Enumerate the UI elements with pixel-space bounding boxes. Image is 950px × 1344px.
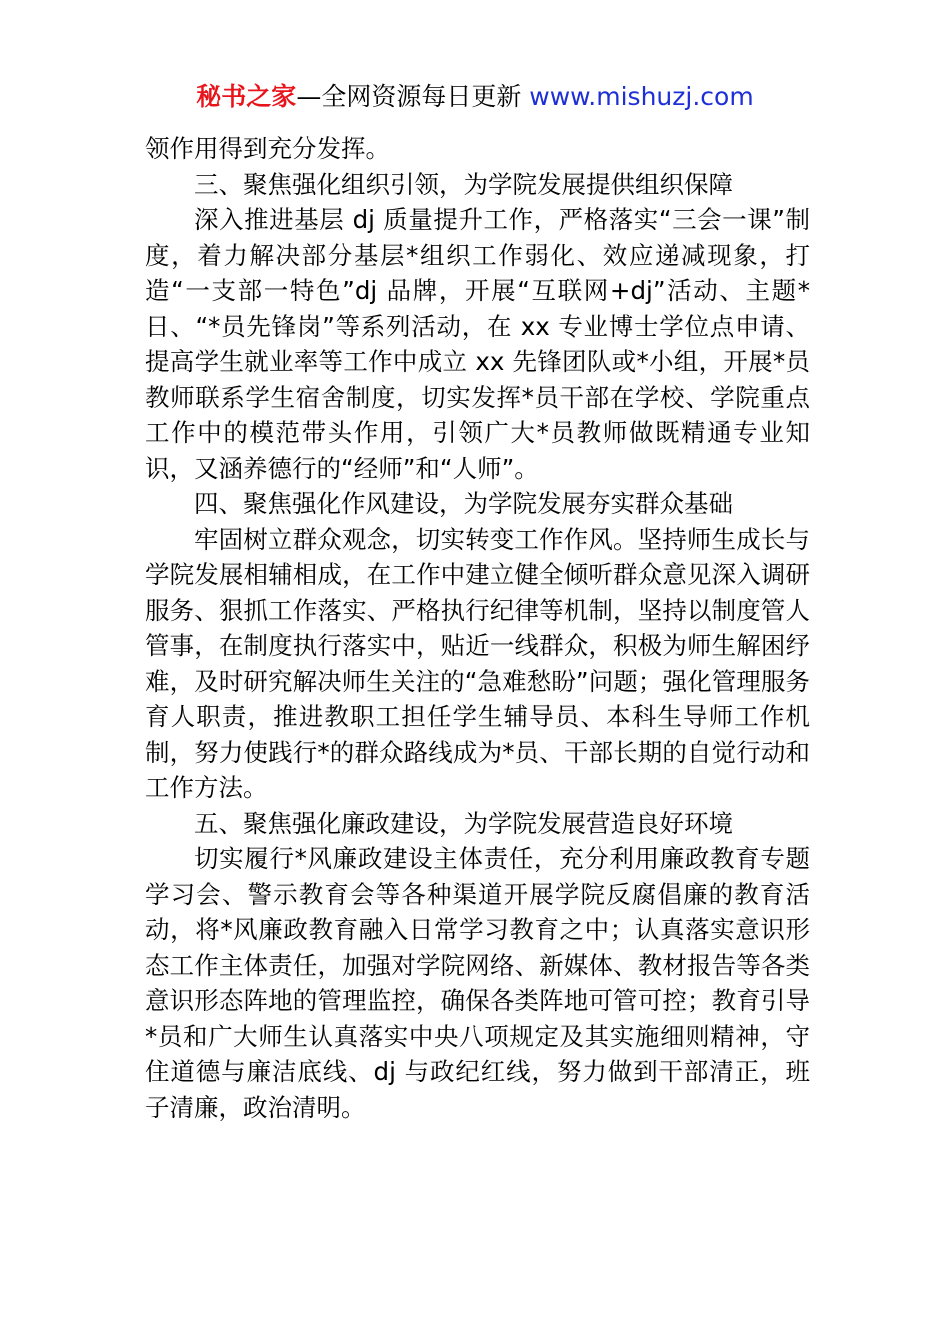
section-heading-4: 四、聚焦强化作风建设，为学院发展夯实群众基础: [194, 489, 733, 518]
section-body-5: 切实履行*风廉政建设主体责任，充分利用廉政教育专题学习会、警示教育会等各种渠道开展学院反腐倡廉的教育活动，将*风廉政教育融入日常学习教育之中；认真落实意识形态工作主体责任，加强对学院网络、新媒体、教材报告等各类意识形态阵地的管理监控，确保各类阵地可管可控；教育引导*员和广大师生认真落实中央八项规定及其实施细则精神，守住道德与廉洁底线、dj 与政纪红线，努力做到干部清正，班子清廉，政治清明。: [145, 844, 810, 1122]
section-body-4: 牢固树立群众观念，切实转变工作作风。坚持师生成长与学院发展相辅相成，在工作中建立健全倾听群众意见深入调研服务、狠抓工作落实、严格执行纪律等机制，坚持以制度管人管事，在制度执行落实中，贴近一线群众，积极为师生解困纾难，及时研究解决师生关注的“急难愁盼”问题；强化管理服务育人职责，推进教职工担任学生辅导员、本科生导师工作机制，努力使践行*的群众路线成为*员、干部长期的自觉行动和工作方法。: [145, 524, 810, 802]
document-body: [145, 131, 810, 1125]
site-brand: 秘书之家: [196, 82, 297, 111]
site-url-link[interactable]: www.mishuzj.com: [529, 82, 754, 111]
paragraph-continuation: 领作用得到充分发挥。: [145, 134, 390, 163]
section-body-3: 深入推进基层 dj 质量提升工作，严格落实“三会一课”制度，着力解决部分基层*组织工作弱化、效应递减现象，打造“一支部一特色”dj 品牌，开展“互联网+dj”活动、主题*日、“*员先锋岗”等系列活动，在 xx 专业博士学位点申请、提高学生就业率等工作中成立 xx 先锋团队或*小组，开展*员教师联系学生宿舍制度，切实发挥*员干部在学校、学院重点工作中的模范带头作用，引领广大*员教师做既精通专业知识，又涵养德行的“经师”和“人师”。: [145, 205, 810, 483]
section-heading-3: 三、聚焦强化组织引领，为学院发展提供组织保障: [194, 169, 733, 199]
site-header: [0, 80, 950, 114]
site-tagline: —全网资源每日更新: [296, 82, 530, 111]
section-heading-5: 五、聚焦强化廉政建设，为学院发展营造良好环境: [194, 808, 733, 838]
